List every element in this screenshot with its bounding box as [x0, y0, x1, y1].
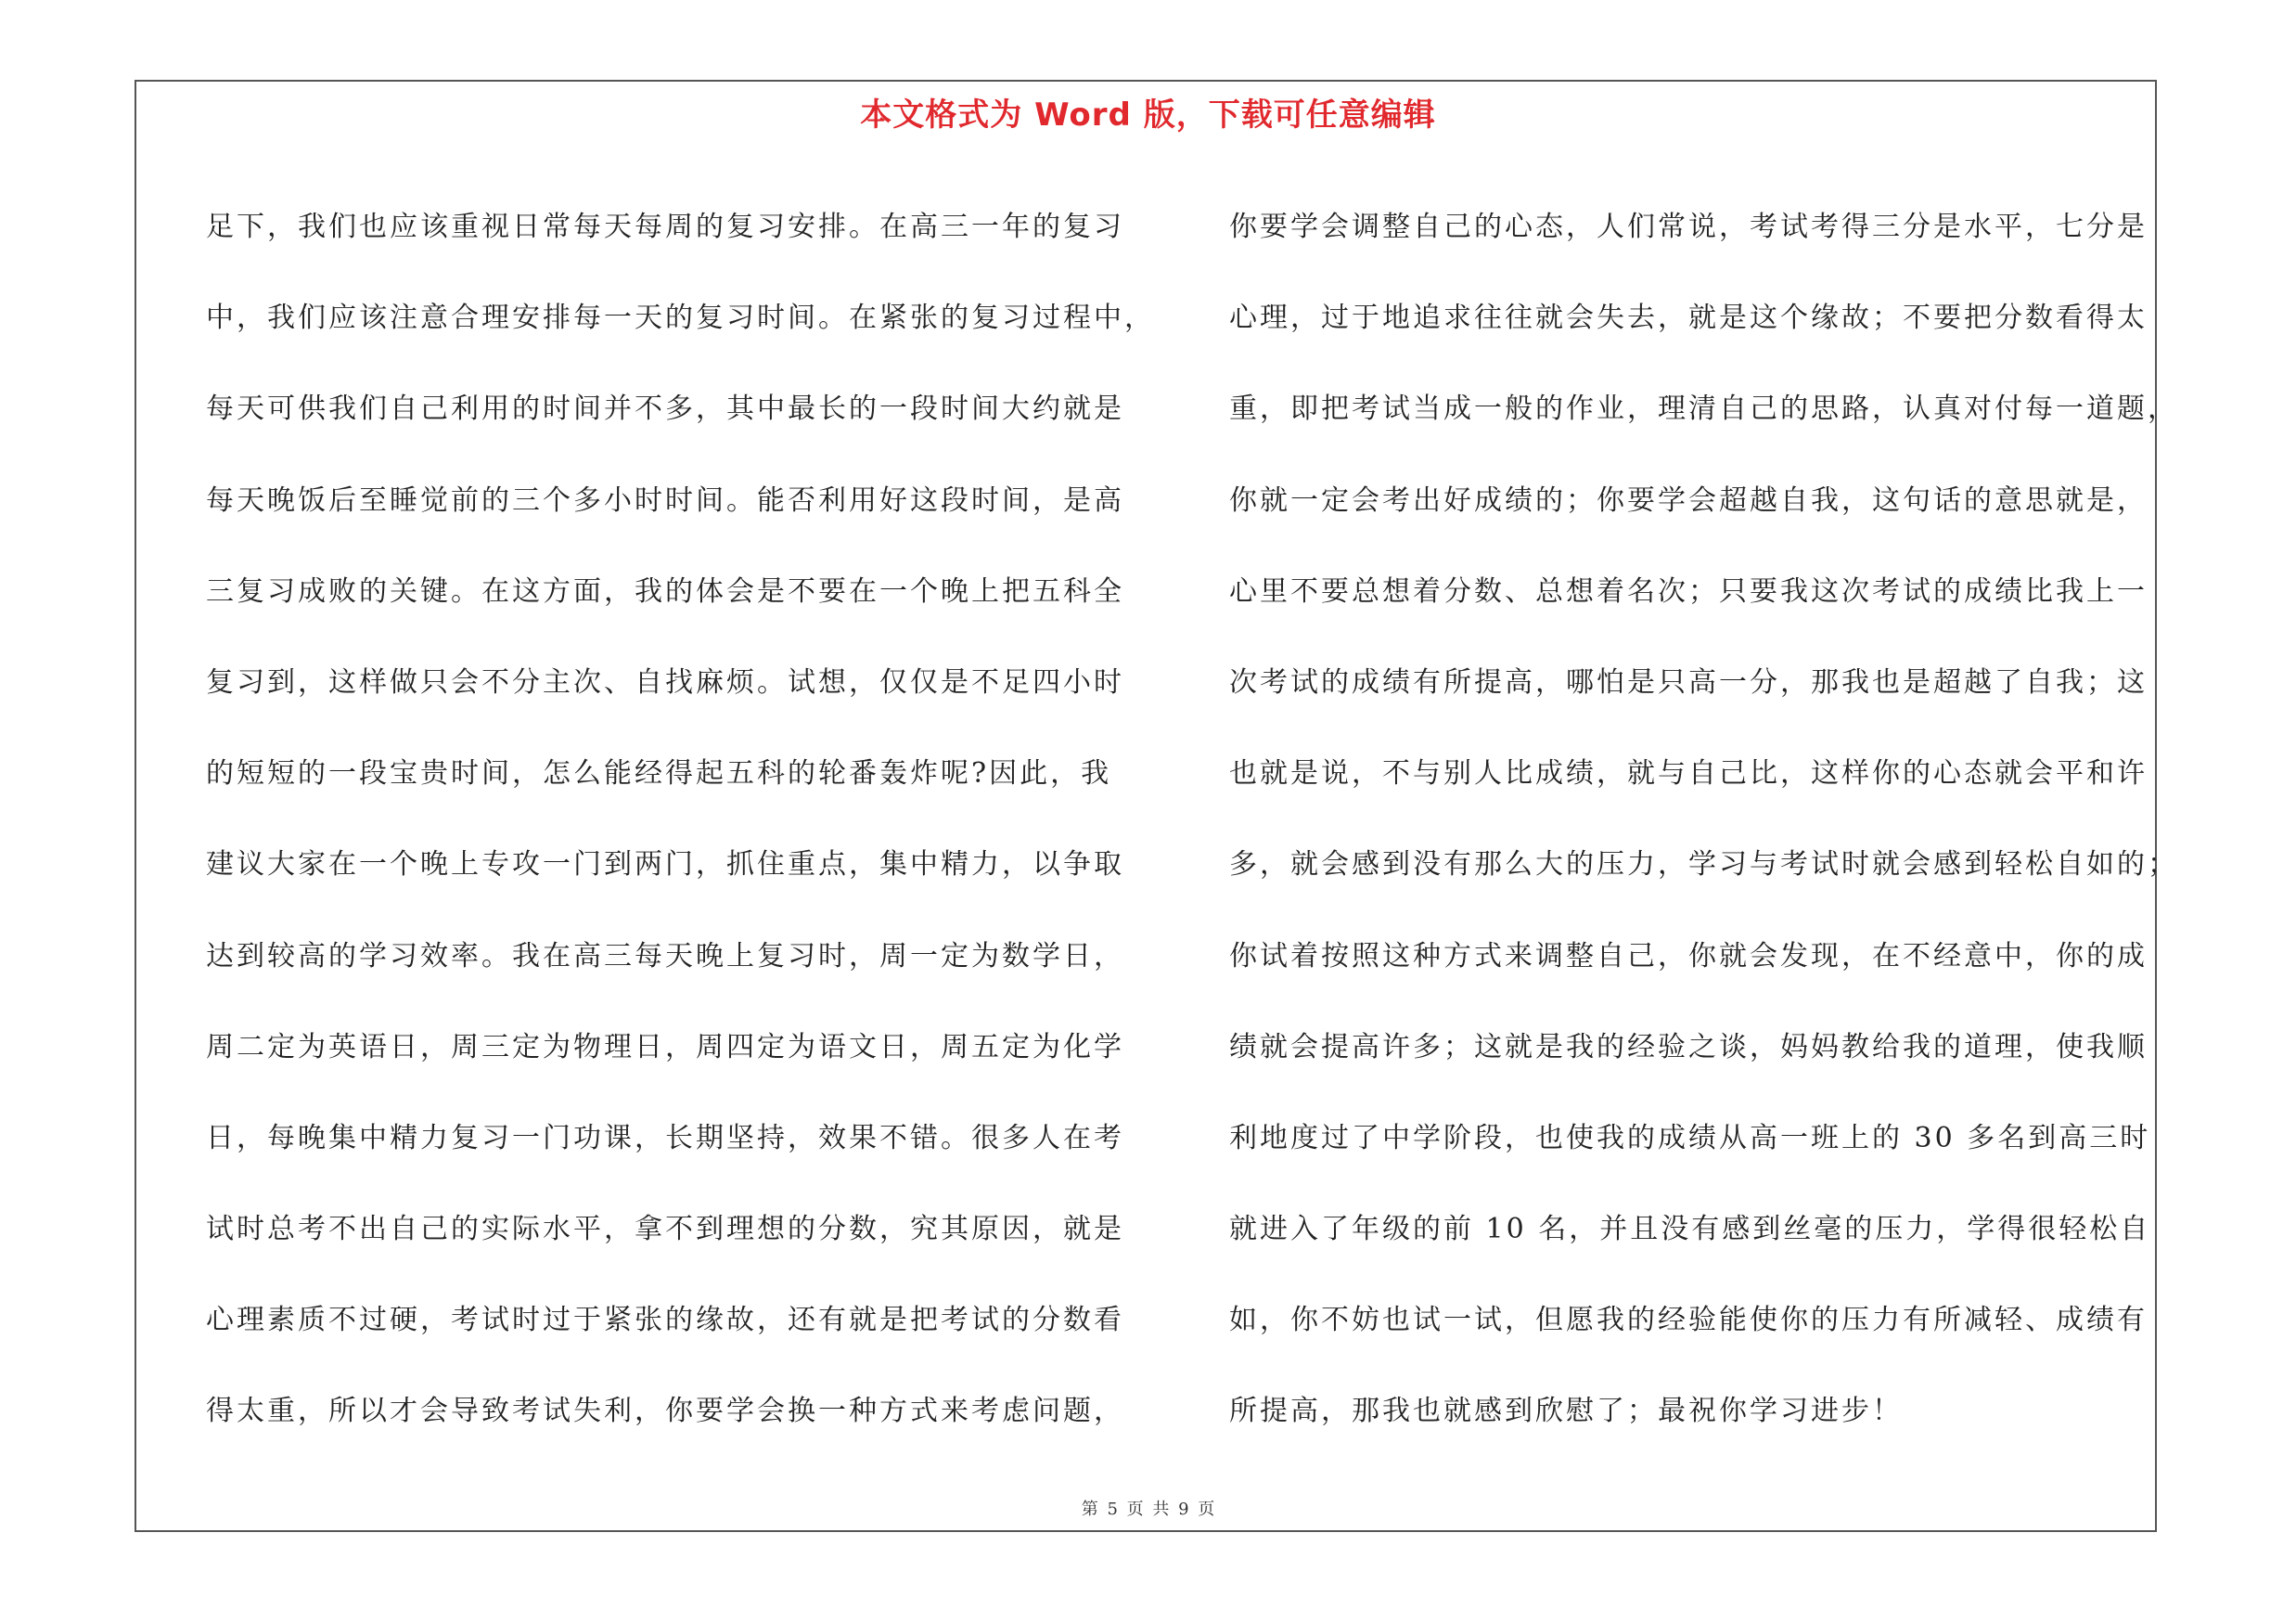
- left-text-column: [206, 182, 1155, 1458]
- text-line: 的短短的一段宝贵时间，怎么能经得起五科的轮番轰炸呢?因此，我: [206, 757, 1112, 791]
- text-line: 多，就会感到没有那么大的压力，学习与考试时就会感到轻松自如的；: [1229, 848, 2178, 882]
- right-text-column: [1229, 182, 2178, 1458]
- text-line: 复习到，这样做只会不分主次、自找麻烦。试想，仅仅是不足四小时: [206, 665, 1124, 699]
- text-line: 周二定为英语日，周三定为物理日，周四定为语文日，周五定为化学: [206, 1030, 1124, 1063]
- text-line: 每天晚饭后至睡觉前的三个多小时时间。能否利用好这段时间，是高: [206, 483, 1124, 517]
- text-line: 心理，过于地追求往往就会失去，就是这个缘故；不要把分数看得太: [1229, 302, 2148, 335]
- text-line: 建议大家在一个晚上专攻一门到两门，抓住重点，集中精力，以争取: [206, 848, 1124, 882]
- page-number-footer: 第 5 页 共 9 页: [1081, 1500, 1215, 1519]
- text-line: 你试着按照这种方式来调整自己，你就会发现，在不经意中，你的成: [1229, 939, 2148, 973]
- text-line: 就进入了年级的前 10 名，并且没有感到丝毫的压力，学得很轻松自: [1229, 1213, 2151, 1246]
- text-line: 次考试的成绩有所提高，哪怕是只高一分，那我也是超越了自我；这: [1229, 665, 2148, 699]
- text-line: 每天可供我们自己利用的时间并不多，其中最长的一段时间大约就是: [206, 393, 1124, 426]
- text-line: 日，每晚集中精力复习一门功课，长期坚持，效果不错。很多人在考: [206, 1121, 1124, 1154]
- word-format-banner: 本文格式为 Word 版，下载可任意编辑: [860, 97, 1436, 134]
- text-line: 你就一定会考出好成绩的；你要学会超越自我，这句话的意思就是，: [1229, 483, 2148, 517]
- text-line: 如，你不妨也试一试，但愿我的经验能使你的压力有所减轻、成绩有: [1229, 1304, 2148, 1337]
- text-line: 所提高，那我也就感到欣慰了；最祝你学习进步！: [1229, 1395, 1903, 1428]
- text-line: 重，即把考试当成一般的作业，理清自己的思路，认真对付每一道题，: [1229, 393, 2178, 426]
- text-line: 达到较高的学习效率。我在高三每天晚上复习时，周一定为数学日，: [206, 939, 1124, 973]
- text-line: 中，我们应该注意合理安排每一天的复习时间。在紧张的复习过程中，: [206, 302, 1155, 335]
- text-line: 心里不要总想着分数、总想着名次；只要我这次考试的成绩比我上一: [1229, 574, 2148, 608]
- text-line: 心理素质不过硬，考试时过于紧张的缘故，还有就是把考试的分数看: [206, 1304, 1124, 1337]
- text-line: 足下，我们也应该重视日常每天每周的复习安排。在高三一年的复习: [206, 211, 1124, 243]
- text-line: 绩就会提高许多；这就是我的经验之谈，妈妈教给我的道理，使我顺: [1229, 1030, 2148, 1063]
- text-line: 也就是说，不与别人比成绩，就与自己比，这样你的心态就会平和许: [1229, 757, 2148, 791]
- text-line: 三复习成败的关键。在这方面，我的体会是不要在一个晚上把五科全: [206, 574, 1124, 608]
- text-line: 得太重，所以才会导致考试失利，你要学会换一种方式来考虑问题，: [206, 1395, 1124, 1428]
- text-line: 试时总考不出自己的实际水平，拿不到理想的分数，究其原因，就是: [206, 1213, 1124, 1246]
- text-line: 利地度过了中学阶段，也使我的成绩从高一班上的 30 多名到高三时: [1229, 1121, 2151, 1154]
- text-line: 你要学会调整自己的心态，人们常说，考试考得三分是水平，七分是: [1229, 211, 2148, 243]
